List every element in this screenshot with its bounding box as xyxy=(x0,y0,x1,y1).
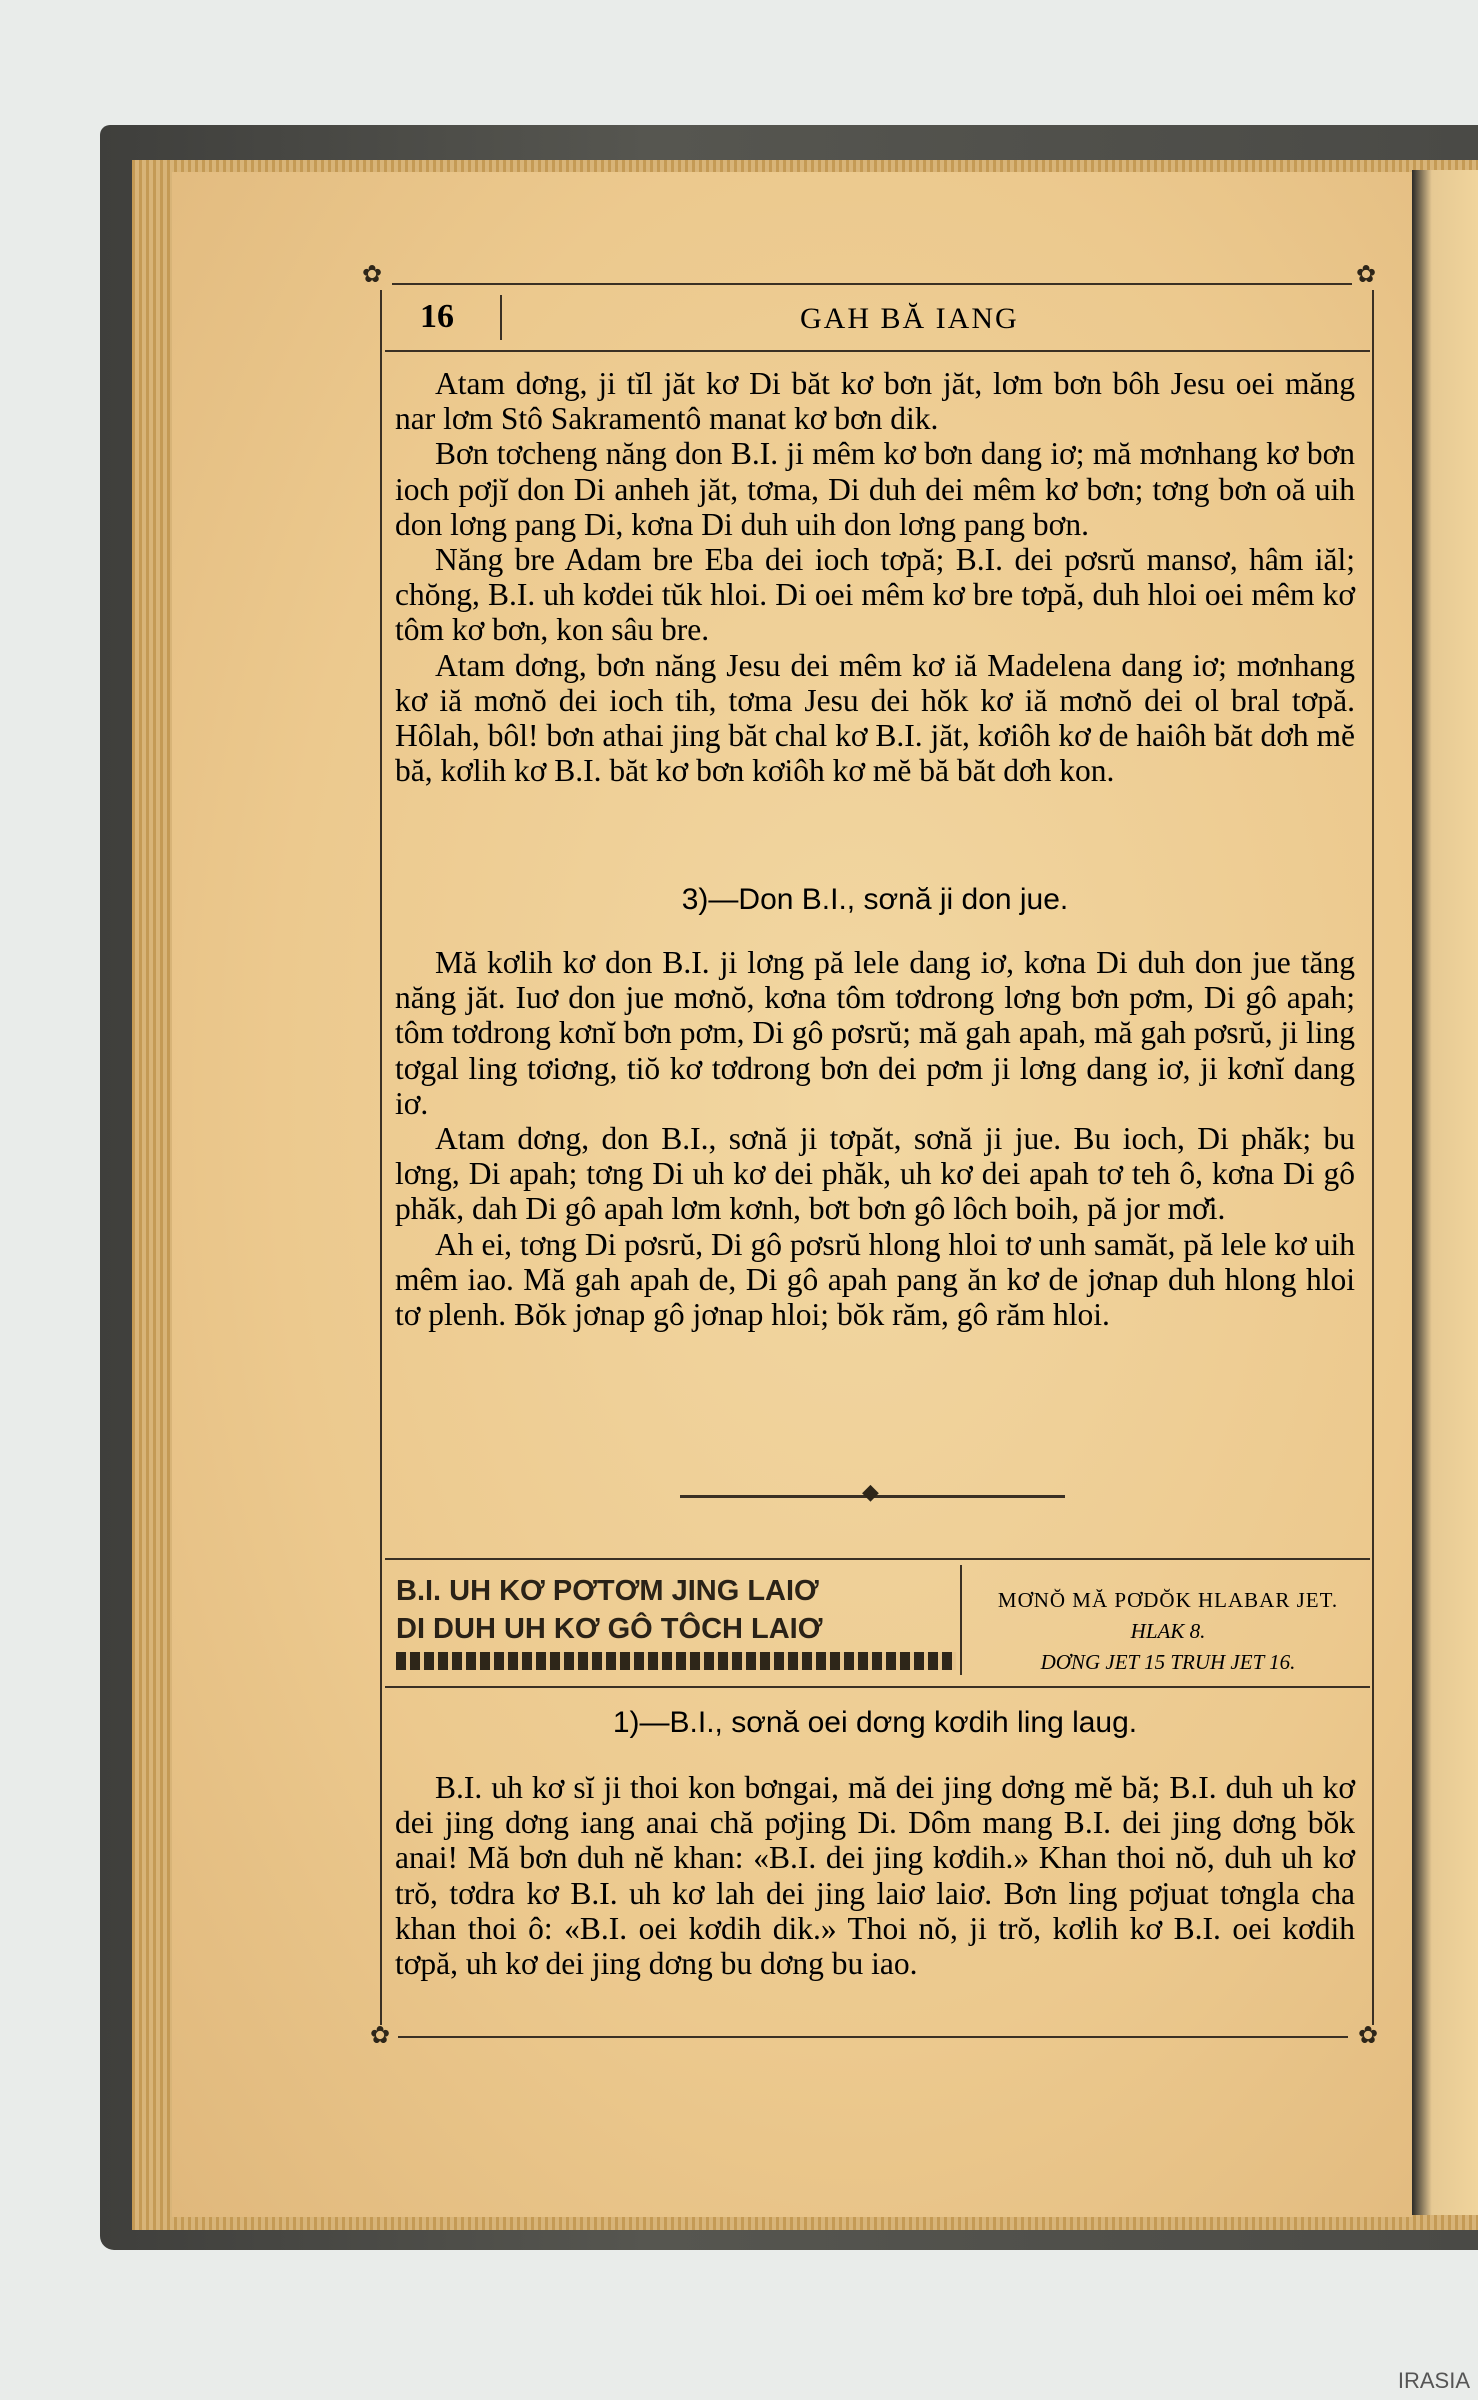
bottom-right-ornament: ✿ xyxy=(1358,2023,1379,2049)
running-head: GAH BĂ IANG xyxy=(800,302,1019,335)
reference-line-3: DƠNG JET 15 TRUH JET 16. xyxy=(1040,1650,1296,1674)
heading-divider xyxy=(960,1565,962,1675)
text-block-2 xyxy=(395,945,1355,1332)
paragraph: Atam dơng, don B.I., sơnă ji tơpăt, sơnă ji jue. Bu ioch, Di phăk; bu lơng, Di apah; tơng Di uh kơ dei phăk, uh kơ dei apah tơ teh ô, kơna Di gô phăk, dah Di gô apah lơm kơnh, bơt bơn gô lôch boih, pă jor mơ̆i. xyxy=(395,1121,1355,1227)
header-divider xyxy=(500,295,502,340)
page-number: 16 xyxy=(420,298,454,335)
top-border-rule xyxy=(392,283,1352,285)
heading-decorative-border xyxy=(396,1652,956,1670)
text-block-1 xyxy=(395,366,1355,788)
right-border-rule xyxy=(1372,290,1374,2025)
bottom-left-ornament: ✿ xyxy=(370,2023,391,2049)
left-border-rule xyxy=(380,290,382,2025)
text-block-3 xyxy=(395,1770,1355,1981)
bottom-border-rule xyxy=(398,2036,1348,2038)
watermark: IRASIA xyxy=(1397,2368,1470,2393)
lesson-heading xyxy=(396,1572,956,1648)
paragraph: Atam dơng, ji tĭl jăt kơ Di băt kơ bơn jăt, lơm bơn bôh Jesu oei măng nar lơm Stô Sakramentô manat kơ bơn dik. xyxy=(395,366,1355,437)
lesson-top-rule xyxy=(385,1558,1370,1560)
paragraph: Ah ei, tơng Di pơsrŭ, Di gô pơsrŭ hlong hloi tơ unh samăt, pă lele kơ uih mêm iao. Mă gah apah de, Di gô apah pang ăn kơ de jơnap duh hlong hloi tơ plenh. Bŏk jơnap gô jơnap hloi; bŏk răm, gô răm hloi. xyxy=(395,1226,1355,1333)
section-3-title: 3)—Don B.I., sơnă ji don jue. xyxy=(681,883,1069,916)
reference-line-2: HLAK 8. xyxy=(1130,1619,1206,1643)
paragraph: Năng bre Adam bre Eba dei ioch tơpă; B.I. dei pơsrŭ mansơ, hâm iăl; chŏng, B.I. uh kơdei tŭk hloi. Di oei mêm kơ bre tơpă, duh hloi oei mêm kơ tôm kơ bơn, kon sâu bre. xyxy=(395,542,1355,648)
lesson-bottom-rule xyxy=(385,1686,1370,1688)
paragraph: B.I. uh kơ sĭ ji thoi kon bơngai, mă dei jing dơng mĕ bă; B.I. duh uh kơ dei jing dơng iang anai chă pơjing Di. Dôm mang B.I. dei jing dơng bŏk anai! Mă bơn duh nĕ khan: «B.I. dei jing kơdih.» Khan thoi nŏ, duh uh kơ trŏ, tơdra kơ B.I. uh kơ lah dei jing laiơ laiơ. Bơn ling pơjuat tơngla cha khan thoi ô: «B.I. oei kơdih dik.» Thoi nŏ, ji trŏ, kơlih kơ B.I. oei kơdih tơpă, uh kơ dei jing dơng bu dơng bu iao. xyxy=(395,1770,1355,1982)
section-1-title: 1)—B.I., sơnă oei dơng kơdih ling laug. xyxy=(612,1706,1138,1739)
lesson-heading-line-1: B.I. UH KƠ PƠTƠM JING LAIƠ xyxy=(396,1575,819,1607)
paragraph: Bơn tơcheng năng don B.I. ji mêm kơ bơn dang iơ; mă mơnhang kơ bơn ioch pơjĭ don Di anheh jăt, tơma, Di duh dei mêm kơ bơn; tơng bơn oă uih don lơng pang Di, kơna Di duh uih don lơng pang bơn. xyxy=(395,436,1355,542)
lesson-heading-line-2: DI DUH UH KƠ GÔ TÔCH LAIƠ xyxy=(396,1613,823,1645)
header-rule xyxy=(385,350,1370,352)
separator-ornament: ◆ xyxy=(862,1479,879,1504)
reference-line-1: MƠNŎ MĂ PƠDŎK HLABAR JET. xyxy=(997,1588,1339,1612)
paragraph: Mă kơlih kơ don B.I. ji lơng pă lele dang iơ, kơna Di duh don jue tăng năng jăt. Iuơ don jue mơnŏ, kơna tôm tơdrong lơng bơn pơm, Di gô apah; tôm tơdrong kơnĭ bơn pơm, Di gô pơsrŭ; mă gah apah, mă gah pơsrŭ, ji ling tơgal ling tơiơng, tiŏ kơ tơdrong bơn dei pơm ji lơng dang iơ, ji kơnĭ dang iơ. xyxy=(395,945,1355,1121)
facing-page-edge xyxy=(1412,170,1478,2215)
top-right-ornament: ✿ xyxy=(1356,262,1377,288)
top-left-ornament: ✿ xyxy=(362,262,383,288)
scripture-reference xyxy=(968,1585,1368,1678)
paragraph: Atam dơng, bơn năng Jesu dei mêm kơ iă Madelena dang iơ; mơnhang kơ iă mơnŏ dei ioch tih, tơma Jesu dei hŏk kơ iă mơnŏ dei ol bral tơpă. Hôlah, bôl! bơn athai jing băt chal kơ B.I. jăt, kơiôh kơ de haiôh băt dơh mĕ bă, kơlih kơ B.I. băt kơ bơn kơiôh kơ mĕ bă băt dơh kon. xyxy=(395,647,1355,789)
